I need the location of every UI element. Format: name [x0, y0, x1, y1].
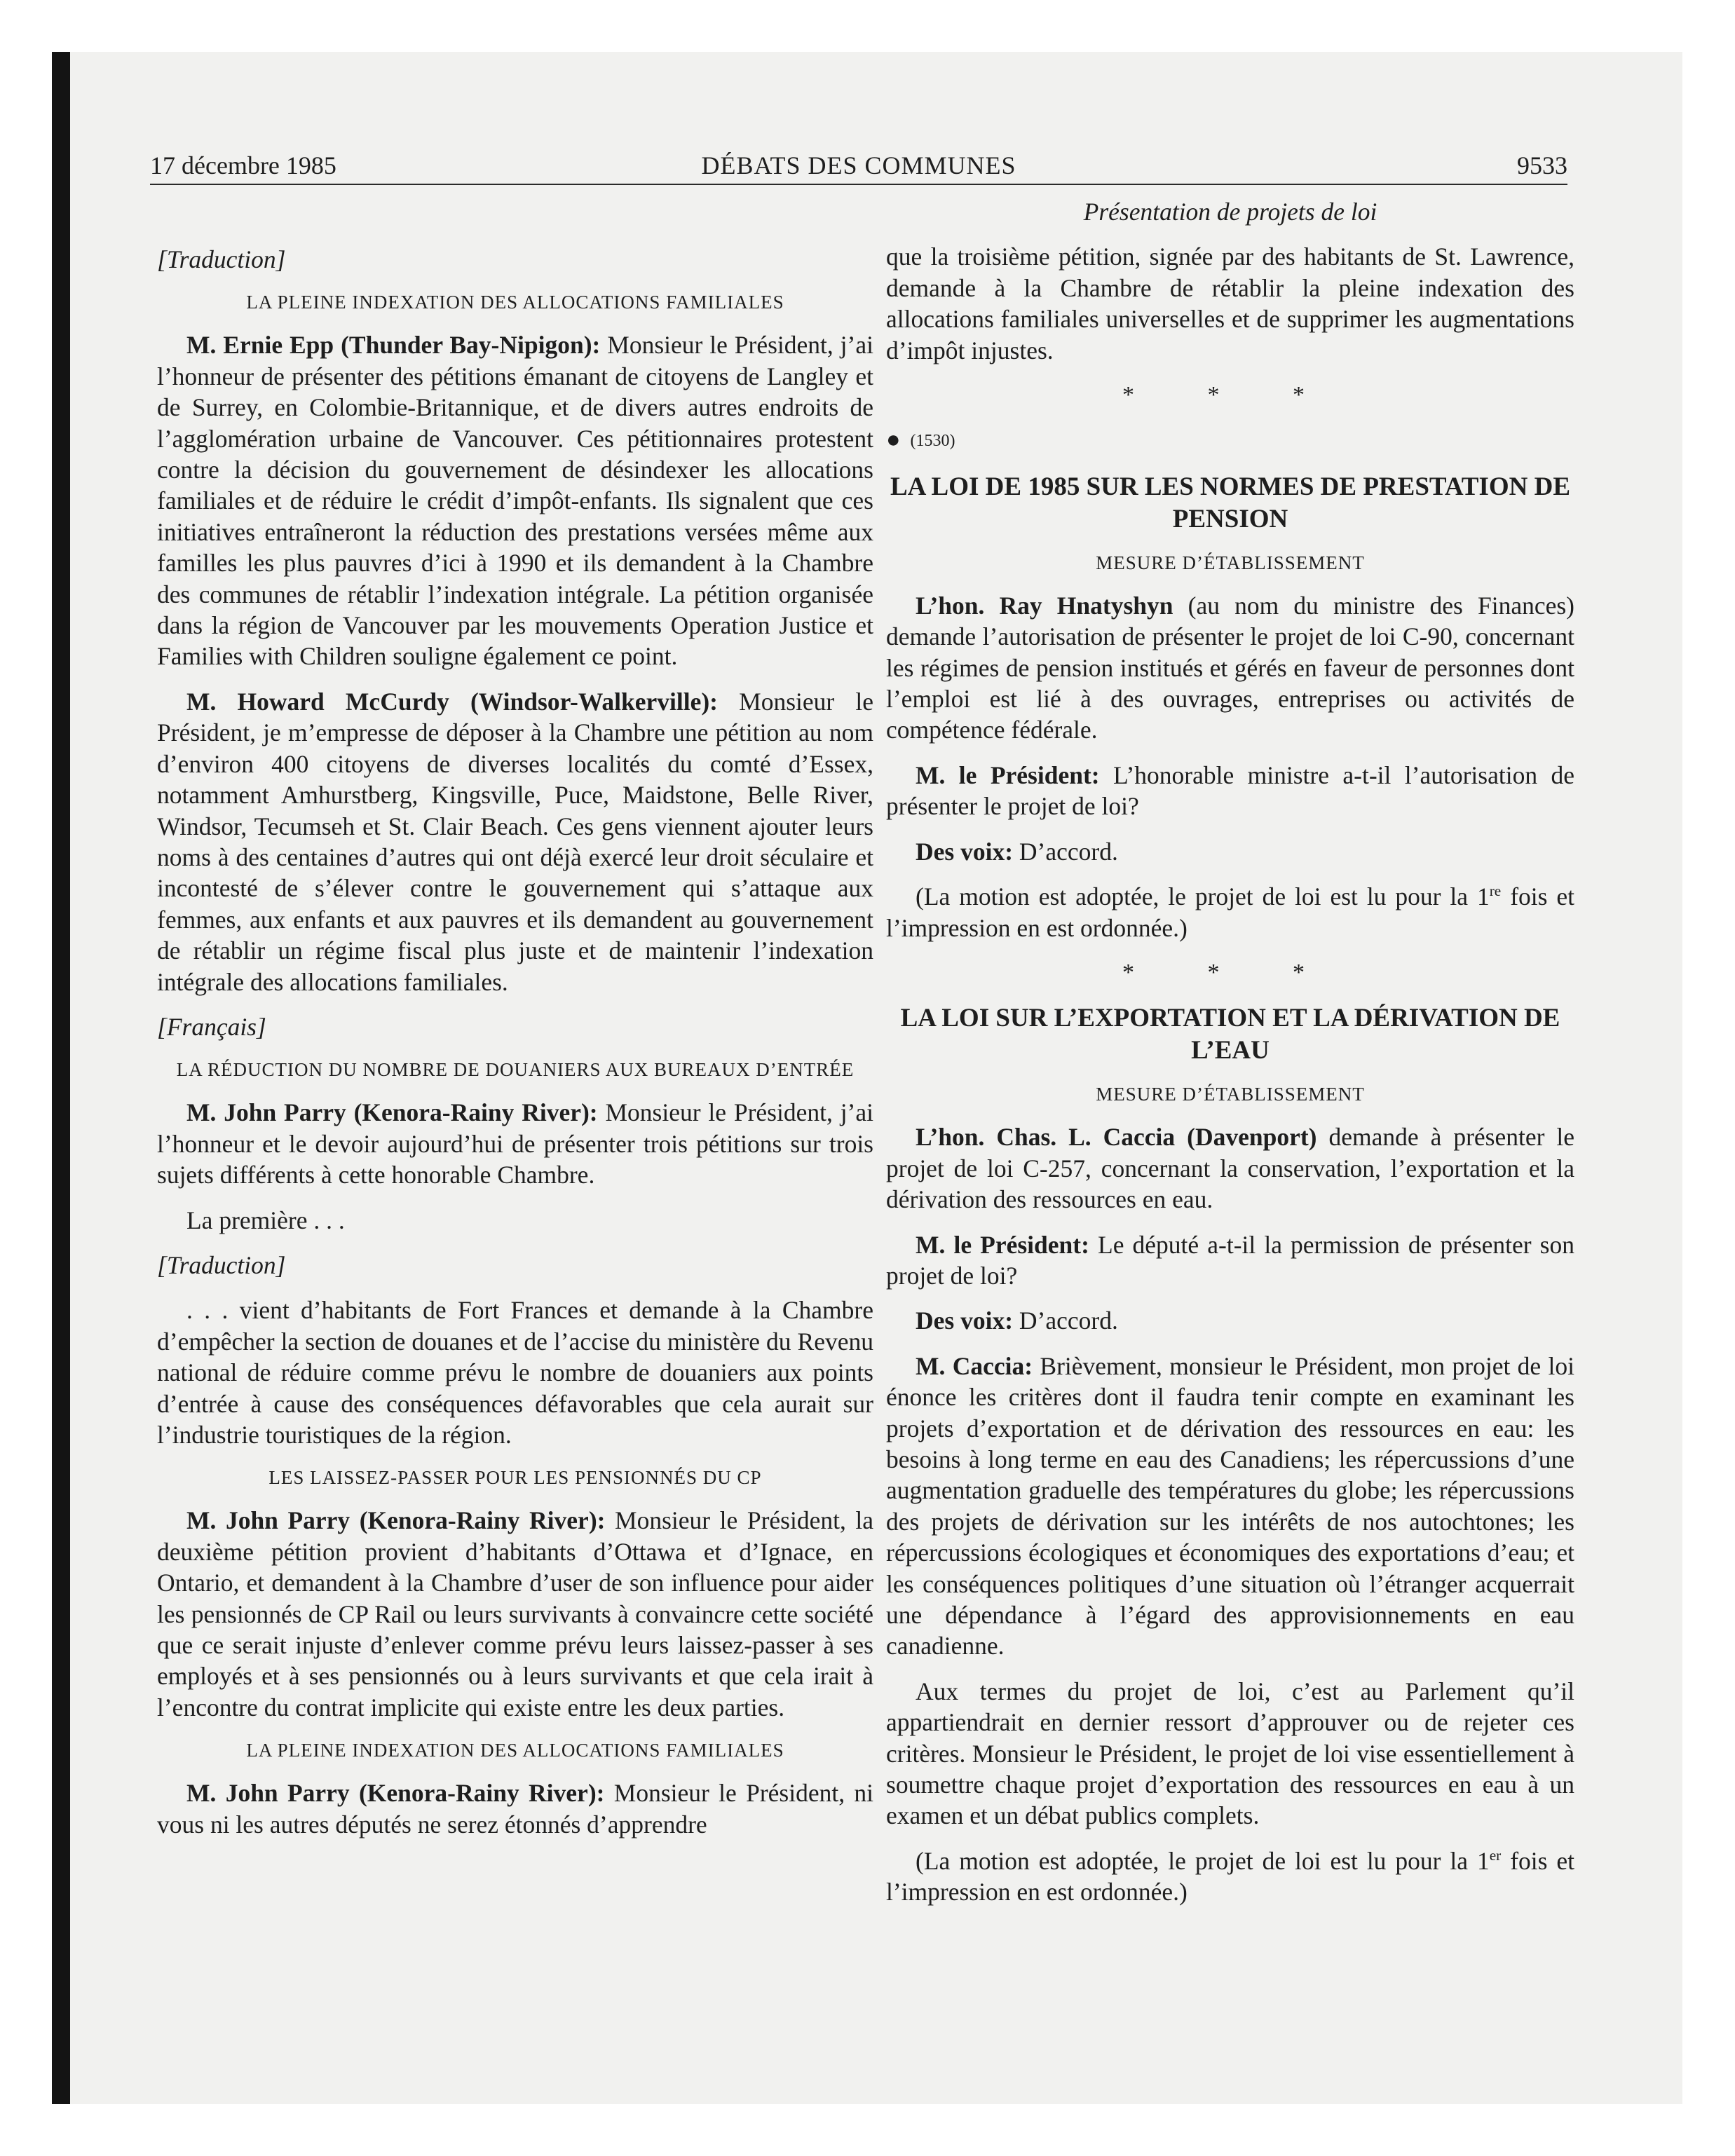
speaker-name: Des voix: — [916, 1306, 1014, 1335]
paragraph-text: Brièvement, monsieur le Président, mon projet de loi énonce les critères dont il faudra tenir compte en examinant les projets d’exportation et de dérivation des ressources en eau: les besoins à long terme en eau des Canadiens; les répercussions d’une augmentation graduelle des températures du globe; les répercussions des projets de dérivation sur les intérêts de nos autochtones; les répercussions écologiques et économiques des exportations d’eau; et les conséquences politiques d’une situation où l’étranger acquerrait une dépendance à l’égard des approvisionnements en eau canadienne. — [886, 1351, 1575, 1660]
paragraph-text: (La motion est adoptée, le projet de loi est lu pour la 1 — [916, 1846, 1490, 1875]
section-separator: * * * — [1122, 959, 1338, 985]
header-date: 17 décembre 1985 — [150, 151, 336, 179]
speaker-name: M. Caccia: — [916, 1351, 1033, 1380]
paragraph — [157, 329, 873, 671]
right-column — [886, 196, 1574, 1922]
speaker-name: M. John Parry (Kenora-Rainy River): — [186, 1098, 598, 1127]
time-code: (1530) — [910, 432, 955, 451]
left-column — [157, 244, 873, 1854]
paragraph — [886, 760, 1574, 822]
paragraph — [886, 1229, 1574, 1292]
paragraph-text: Monsieur le Président, j’ai l’honneur et le devoir aujourd’hui de présenter trois pétitions sur trois sujets différents à cette honorable Chambre. — [157, 1098, 873, 1189]
bill-subheading: MESURE D’ÉTABLISSEMENT — [1096, 552, 1365, 573]
bill-subheading: MESURE D’ÉTABLISSEMENT — [1096, 1084, 1365, 1105]
paragraph — [157, 686, 873, 997]
paragraph — [886, 590, 1574, 746]
paragraph-text: L’honorable ministre a-t-il l’autorisation de présenter le projet de loi? — [886, 760, 1575, 821]
section-heading: LA PLEINE INDEXATION DES ALLOCATIONS FAMILIALES — [246, 292, 784, 313]
running-section-title: Présentation de projets de loi — [1083, 198, 1377, 226]
section-separator: * * * — [1122, 382, 1338, 409]
page-number: 9533 — [1517, 151, 1567, 179]
paragraph — [157, 1778, 873, 1840]
paragraph-text: Monsieur le Président, ni vous ni les autres députés ne serez étonnés d’apprendre — [157, 1779, 873, 1838]
speaker-name: M. John Parry (Kenora-Rainy River): — [186, 1779, 605, 1808]
superscript: re — [1489, 882, 1502, 900]
running-header — [150, 147, 1567, 185]
superscript: er — [1489, 1847, 1502, 1864]
bullet-icon: ● — [886, 427, 901, 453]
paragraph-text: Monsieur le Président, je m’empresse de déposer à la Chambre une pétition au nom d’environ 400 citoyens de diverses localités du comté d’Essex, notamment Amhurstberg, Kingsville, Puce, Maidstone, Belle River, Windsor, Tecumseh et St. Clair Beach. Ces gens viennent ajouter leurs noms à des centaines d’autres qui ont déjà exercé leur droit séculaire et incontesté de s’élever contre le gouvernement qui s’attaque aux femmes, aux enfants et aux pauvres et ils demandent au gouvernement de rétablir un régime fiscal plus juste et de maintenir l’indexation intégrale des allocations familiales. — [157, 687, 873, 996]
paragraph: La première . . . — [186, 1206, 345, 1234]
binding-edge — [52, 52, 70, 2104]
paragraph — [886, 1305, 1574, 1336]
paragraph — [157, 1097, 873, 1190]
speaker-name: M. le Président: — [916, 760, 1100, 789]
language-label: [Français] — [157, 1012, 266, 1041]
paragraph — [886, 1121, 1574, 1215]
time-marker — [886, 425, 1574, 456]
section-heading: LA PLEINE INDEXATION DES ALLOCATIONS FAMILIALES — [246, 1740, 784, 1761]
speaker-name: L’hon. Chas. L. Caccia (Davenport) — [916, 1123, 1317, 1152]
speaker-name: L’hon. Ray Hnatyshyn — [916, 591, 1173, 620]
bill-heading: LA LOI DE 1985 SUR LES NORMES DE PRESTATION DE PENSION — [890, 472, 1571, 533]
paragraph-text: demande à présenter le projet de loi C-257, concernant la conservation, l’exportation et la dérivation des ressources en eau. — [886, 1123, 1574, 1214]
section-heading: LES LAISSEZ-PASSER POUR LES PENSIONNÉS DU CP — [268, 1467, 762, 1489]
paragraph — [886, 1845, 1574, 1908]
paragraph-text: (La motion est adoptée, le projet de loi est lu pour la 1 — [916, 882, 1490, 911]
paragraph-text: Monsieur le Président, j’ai l’honneur de présenter des pétitions émanant de citoyens de Langley et de Surrey, en Colombie-Britannique, et de divers autres endroits de l’agglomération urbaine de Vancouver. Ces pétitionnaires protestent contre la décision du gouvernement de désindexer les allocations familiales et de réduire le crédit d’impôt-enfants. Ils signalent que ces initiatives entraîneront la réduction des prestations versées même aux familles les plus pauvres d’ici à 1990 et ils demandent à la Chambre des communes de rétablir l’indexation intégrale. La pétition organisée dans la région de Vancouver par les mouvements Operation Justice et Families with Children souligne également ce point. — [157, 331, 873, 671]
speaker-name: M. Howard McCurdy (Windsor-Walkerville): — [186, 687, 718, 716]
paragraph-text: D’accord. — [1013, 1306, 1118, 1335]
paragraph — [886, 836, 1574, 867]
bill-heading: LA LOI SUR L’EXPORTATION ET LA DÉRIVATION DE L’EAU — [900, 1004, 1560, 1065]
language-label: [Traduction] — [157, 245, 286, 273]
paragraph: Aux termes du projet de loi, c’est au Parlement qu’il appartiendrait en dernier ressort d’approuver ou de rejeter ces critères. Monsieur le Président, le projet de loi vise essentiellement à soumettre chaque projet d’exportation des ressources en eau à un examen et un débat publics complets. — [886, 1677, 1574, 1830]
paragraph: que la troisième pétition, signée par des habitants de St. Lawrence, demande à la Chambre de rétablir la pleine indexation des allocations familiales universelles et de supprimer les augmentations d’impôt injustes. — [886, 243, 1574, 364]
paragraph: . . . vient d’habitants de Fort Frances et demande à la Chambre d’empêcher la section de douanes et de l’accise du ministère du Revenu national de réduire comme prévu le nombre de douaniers aux points d’entrée à cause des conséquences défavorables que cela aurait sur l’industrie touristiques de la région. — [157, 1296, 873, 1449]
header-title: DÉBATS DES COMMUNES — [701, 151, 1016, 179]
speaker-name: M. John Parry (Kenora-Rainy River): — [186, 1506, 606, 1535]
section-heading: LA RÉDUCTION DU NOMBRE DE DOUANIERS AUX BUREAUX D’ENTRÉE — [176, 1059, 855, 1081]
speaker-name: M. Ernie Epp (Thunder Bay-Nipigon): — [186, 331, 601, 360]
paragraph-text: Le député a-t-il la permission de présenter son projet de loi? — [886, 1230, 1575, 1290]
paragraph-text: (au nom du ministre des Finances) demande l’autorisation de présenter le projet de loi C-90, concernant les régimes de pension institués et gérés en faveur de personnes dont l’emploi est lié à des ouvrages, entreprises ou activités de compétence fédérale. — [886, 591, 1574, 744]
paragraph-text: fois et l’impression en est ordonnée.) — [886, 882, 1574, 942]
paragraph-text: fois et l’impression en est ordonnée.) — [886, 1846, 1574, 1906]
paragraph-text: Monsieur le Président, la deuxième pétition provient d’habitants d’Ottawa et d’Ignace, en Ontario, et demandent à la Chambre d’user de son influence pour aider les pensionnés de CP Rail ou leurs survivants à convaincre cette société que ce serait injuste d’enlever comme prévu leurs laissez-passer à ses employés et à ses pensionnés ou à leurs survivants et que cela irait à l’encontre du contrat implicite qui existe entre les deux parties. — [157, 1506, 874, 1721]
paragraph — [886, 1351, 1574, 1662]
paragraph — [157, 1505, 873, 1723]
paragraph — [886, 881, 1574, 943]
paragraph-text: D’accord. — [1013, 837, 1118, 866]
language-label: [Traduction] — [157, 1250, 286, 1279]
speaker-name: M. le Président: — [916, 1230, 1089, 1259]
scanned-page — [52, 52, 1682, 2104]
speaker-name: Des voix: — [916, 837, 1014, 866]
